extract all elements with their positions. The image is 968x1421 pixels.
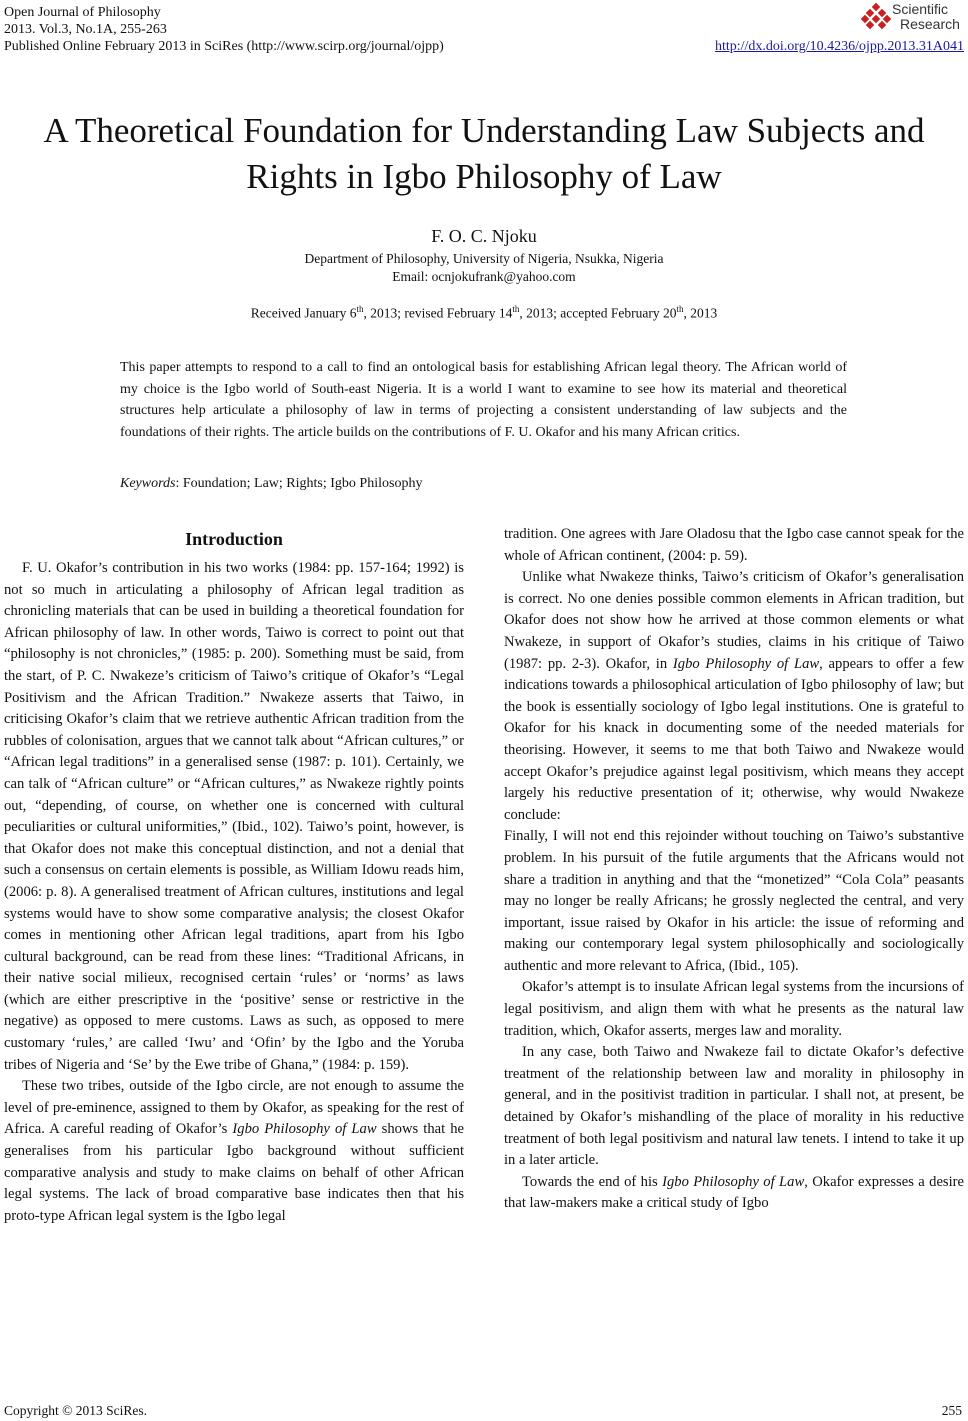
author-email: Email: ocnjokufrank@yahoo.com (392, 269, 576, 284)
author-name: F. O. C. Njoku (431, 226, 537, 246)
paper-title: A Theoretical Foundation for Understanding Law Subjects and Rights in Igbo Philosophy of Law (43, 111, 925, 196)
paragraph: F. U. Okafor’s contribution in his two works (1984: pp. 157-164; 1992) is not so much in articulating a philosophy of African legal tradition as chronicling materials that can be used in building a theoretical foundation for African philosophy of law. In other words, Taiwo is correct to point out that “philosophy is not chronicles,” (1985: p. 200). Something must be said, from the start, of P. C. Nwakeze’s criticism of Taiwo’s critique of Okafor’s “Legal Positivism and the African Tradition.” Nwakeze asserts that Taiwo, in criticising Okafor’s claim that we retrieve authentic African tradition from the rubbles of colonisation, argues that we cannot talk about “African cultures,” or “African legal traditions” in a generalised sense (1987: p. 101). Certainly, we can talk of “African culture” or “African cultures,” as Nwakeze rightly points out, “depending, of course, on whether one is concerned with cultural peculiarities or cultural uniformities,” (Ibid., 102). Taiwo’s point, however, is that Okafor does not make this conceptual distinction, and not a denial that such a consensus on certain elements is possible, as William Idowu reads him, (2006: p. 8). A generalised treatment of African cultures, institutions and legal systems would have to show some comparative analysis; the closest Okafor comes in mentioning other African legal traditions, apart from his Igbo cultural background, can be read from these lines: “Traditional Africans, in their native social milieux, recognised certain ‘rules’ or ‘norms’ as laws (which are either prescriptive in the ‘positive’ sense or restrictive in the negative) as opposed to mere customs. Laws as such, as opposed to mere customary ‘rules,’ are called ‘Iwu’ and ‘Ofin’ by the Igbo and the Yoruba tribes of Nigeria and ‘Se’ by the Ewe tribe of Ghana,” (1984: p. 159). (4, 560, 464, 1073)
paragraph: Okafor’s attempt is to insulate African legal systems from the incursions of legal positivism, and align them with what he presents as the natural law tradition, which, Okafor asserts, merges law and morality. (504, 979, 964, 1039)
received-dates: Received January 6th, 2013; revised February 14th, 2013; accepted February 20th, 2013 (250, 304, 718, 321)
paragraph: These two tribes, outside of the Igbo circle, are not enough to assume the level of pre-eminence, assigned to them by Okafor, as speaking for the rest of Africa. A careful reading of Okafor’s Igbo Philosophy of Law shows that he generalises from his particular Igbo background without sufficient comparative analysis and study to make claims on behalf of other African legal systems. The lack of broad comparative base indicates then that his proto-type African legal system is the Igbo legal (4, 1078, 465, 1224)
journal-header (4, 4, 444, 55)
block-quote: Finally, I will not end this rejoinder without touching on Taiwo’s substantive problem. In his pursuit of the futile arguments that the Africans would not share a tradition in anything and that the “monetized” “Cola Cola” peasants may no longer be really Africans; he grossly neglected the central, and very important, issue raised by Okafor in his article: the issue of reforming and making our contemporary legal system philosophically and sociologically authentic and more relevant to Africa, (Ibid., 105). (504, 828, 964, 974)
left-column (4, 524, 464, 1227)
logo-text: Scientific Research (892, 1, 960, 32)
keywords-text: : Foundation; Law; Rights; Igbo Philosophy (175, 476, 423, 491)
journal-volume: 2013. Vol.3, No.1A, 255-263 (4, 22, 167, 37)
published-line: Published Online February 2013 in SciRes (http://www.scirp.org/journal/ojpp) (4, 39, 444, 54)
author-affiliation (0, 250, 968, 286)
logo-diamond-icon (862, 4, 890, 32)
paragraph: Towards the end of his Igbo Philosophy of Law, Okafor expresses a desire that law-makers make a critical study of Igbo (504, 1173, 965, 1212)
section-heading-introduction: Introduction (185, 529, 283, 549)
doi-link[interactable]: http://dx.doi.org/10.4236/ojpp.2013.31A041 (714, 39, 964, 54)
journal-name: Open Journal of Philosophy (4, 5, 161, 20)
keywords (120, 476, 847, 492)
paragraph: tradition. One agrees with Jare Oladosu that the Igbo case cannot speak for the whole of African continent, (2004: p. 59). (504, 526, 964, 564)
right-column (504, 524, 964, 1215)
paragraph: In any case, both Taiwo and Nwakeze fail to dictate Okafor’s defective treatment of the relationship between law and morality in philosophy in general, and in the positivist tradition in particular. I shall not, at present, be detained by Okafor’s mishandling of the place of morality in his reductive treatment of both legal positivism and natural law tenets. I intend to take it up in a later article. (504, 1044, 964, 1169)
page-number: 255 (941, 1403, 962, 1418)
affiliation-text: Department of Philosophy, University of Nigeria, Nsukka, Nigeria (304, 251, 664, 266)
keywords-label: Keywords (120, 476, 176, 491)
copyright-footer: Copyright © 2013 SciRes. (4, 1403, 148, 1418)
paragraph: Unlike what Nwakeze thinks, Taiwo’s criticism of Okafor’s generalisation is correct. No one denies possible common elements in African tradition, but Okafor does not show how he arrived at those common elements or what Nwakeze, in support of Okafor’s studies, claims in his critique of Taiwo (1987: pp. 2-3). Okafor, in Igbo Philosophy of Law, appears to offer a few indications towards a philosophical articulation of Igbo philosophy of law; but the book is essentially sociology of Igbo legal institutions. One is grateful to Okafor for his knack in documenting some of the needed materials for theorising. However, it seems to me that both Taiwo and Nwakeze would accept Okafor’s prejudice against legal positivism, which means they accept largely his reductive presentation of it; otherwise, why would Nwakeze conclude: (504, 569, 964, 823)
scientific-research-logo (862, 2, 962, 36)
abstract: This paper attempts to respond to a call to find an ontological basis for establishing African legal theory. The African world of my choice is the Igbo world of South-east Nigeria. It is a world I want to examine to see how its material and theoretical structures help articulate a philosophy of law in terms of projecting a consistent understanding of law subjects and the foundations of their rights. The article builds on the contributions of F. U. Okafor and his many African critics. (120, 360, 847, 440)
